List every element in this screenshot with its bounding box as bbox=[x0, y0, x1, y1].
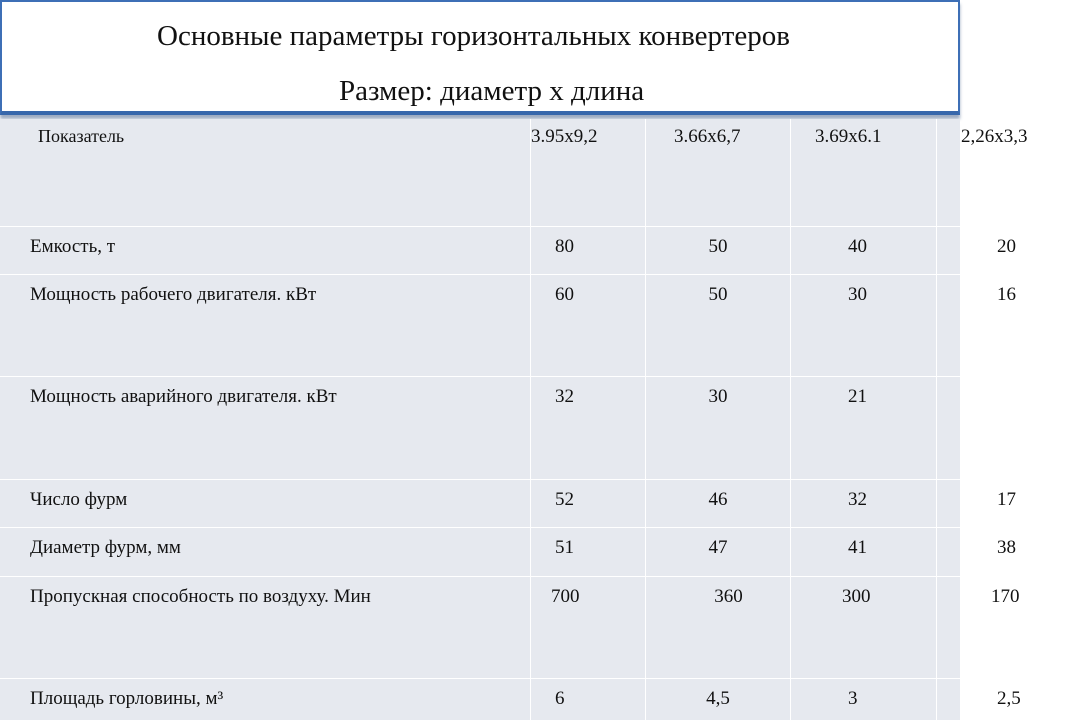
row-label: Диаметр фурм, мм bbox=[0, 528, 531, 577]
table-cell: 2,5 bbox=[937, 679, 1078, 727]
table-row bbox=[0, 227, 1078, 275]
row-label: Мощность рабочего двигателя. кВт bbox=[0, 275, 531, 377]
column-header-size-3: 3.69х6.1 bbox=[791, 119, 937, 227]
table-cell: 30 bbox=[646, 377, 791, 480]
table-cell: 38 bbox=[937, 528, 1078, 577]
table-cell: 17 bbox=[937, 480, 1078, 528]
table-row bbox=[0, 480, 1078, 528]
table-cell bbox=[937, 377, 1078, 480]
table-cell: 32 bbox=[531, 377, 646, 480]
table-cell: 21 bbox=[791, 377, 937, 480]
table-cell: 16 bbox=[937, 275, 1078, 377]
column-header-parameter: Показатель bbox=[0, 119, 531, 227]
table-cell: 80 bbox=[531, 227, 646, 275]
slide-header bbox=[0, 0, 960, 115]
table-row bbox=[0, 275, 1078, 377]
table-cell: 50 bbox=[646, 275, 791, 377]
row-label: Емкость, т bbox=[0, 227, 531, 275]
parameters-table-container bbox=[0, 119, 960, 720]
slide-title: Основные параметры горизонтальных конвертеров bbox=[157, 16, 790, 56]
table-cell: 4,5 bbox=[646, 679, 791, 727]
table-cell: 700 bbox=[531, 577, 646, 679]
table-row bbox=[0, 528, 1078, 577]
table-cell: 6 bbox=[531, 679, 646, 727]
table-cell: 32 bbox=[791, 480, 937, 528]
table-cell: 30 bbox=[791, 275, 937, 377]
row-label: Пропускная способность по воздуху. Мин bbox=[0, 577, 531, 679]
table-cell: 50 bbox=[646, 227, 791, 275]
table-header-row bbox=[0, 119, 1078, 227]
column-header-size-4: 2,26х3,3 bbox=[937, 119, 1078, 227]
table-cell: 3 bbox=[791, 679, 937, 727]
table-cell: 41 bbox=[791, 528, 937, 577]
column-header-size-1: 3.95х9,2 bbox=[531, 119, 646, 227]
table-row bbox=[0, 679, 1078, 727]
table-cell: 170 bbox=[937, 577, 1078, 679]
row-label: Число фурм bbox=[0, 480, 531, 528]
table-cell: 300 bbox=[791, 577, 937, 679]
table-cell: 20 bbox=[937, 227, 1078, 275]
table-cell: 47 bbox=[646, 528, 791, 577]
table-row bbox=[0, 577, 1078, 679]
column-header-size-2: 3.66х6,7 bbox=[646, 119, 791, 227]
table-cell: 360 bbox=[646, 577, 791, 679]
row-label: Площадь горловины, м³ bbox=[0, 679, 531, 727]
table-cell: 46 bbox=[646, 480, 791, 528]
parameters-table bbox=[0, 119, 1078, 727]
table-cell: 60 bbox=[531, 275, 646, 377]
table-cell: 51 bbox=[531, 528, 646, 577]
row-label: Мощность аварийного двигателя. кВт bbox=[0, 377, 531, 480]
table-cell: 52 bbox=[531, 480, 646, 528]
table-cell: 40 bbox=[791, 227, 937, 275]
slide-subtitle: Размер: диаметр х длина bbox=[339, 71, 644, 111]
table-row bbox=[0, 377, 1078, 480]
